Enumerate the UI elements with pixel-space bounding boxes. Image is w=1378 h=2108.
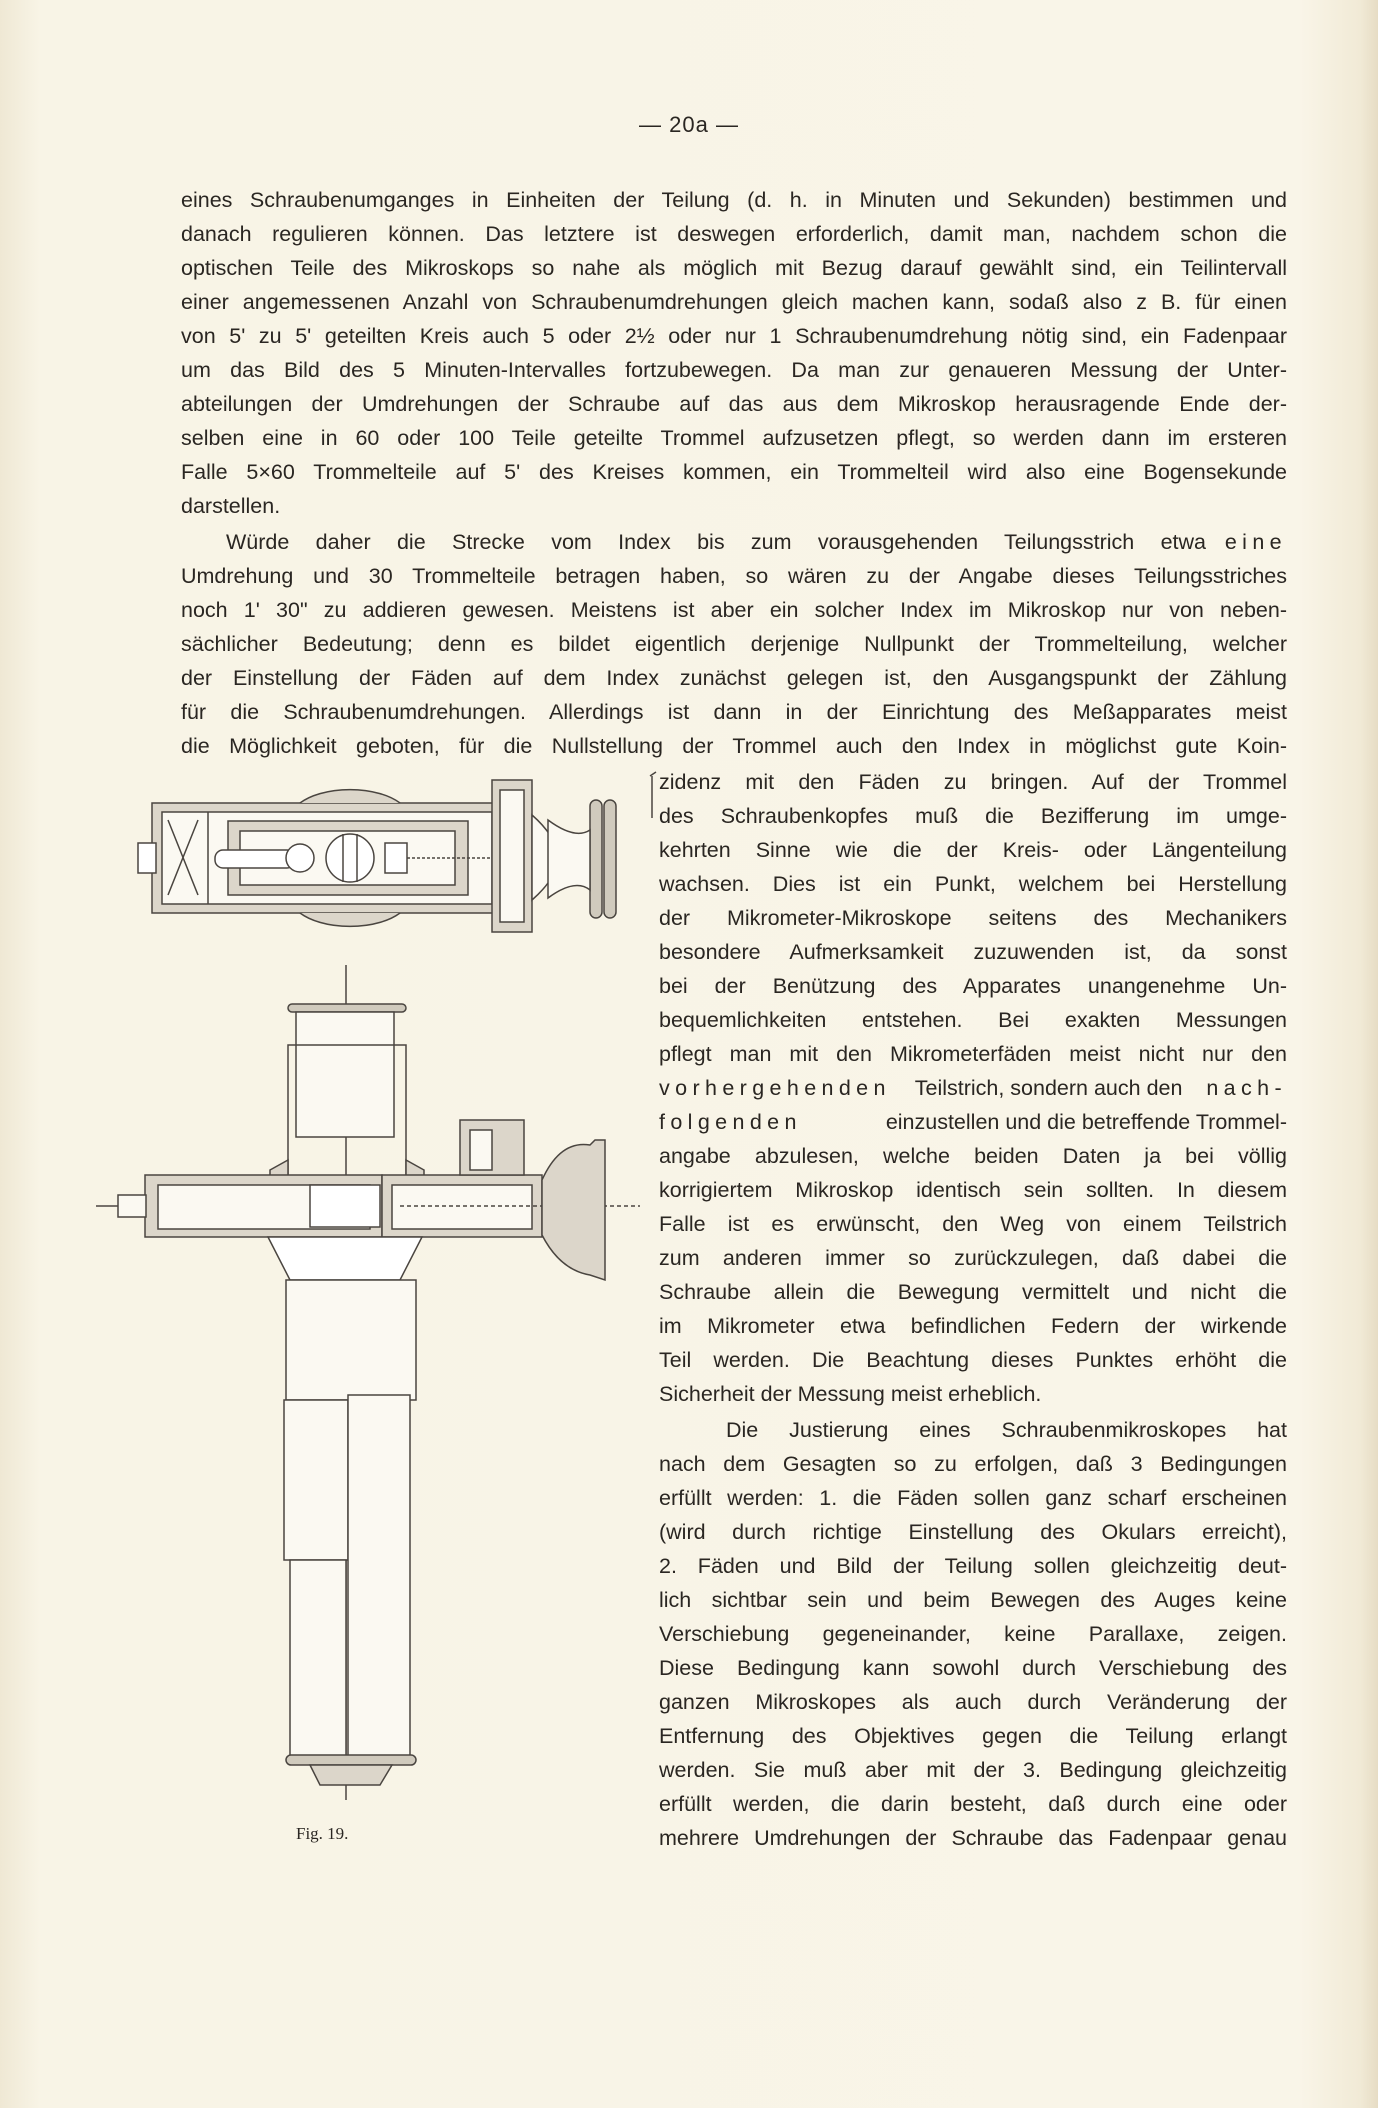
spaced-word: eine xyxy=(1224,530,1287,554)
text-line: nach dem Gesagten so zu erfolgen, daß 3 Bedingungen xyxy=(659,1452,1287,1476)
text-line: 2. Fäden und Bild der Teilung sollen gleichzeitig deut- xyxy=(659,1554,1287,1578)
text-line: bequemlichkeiten entstehen. Bei exakten Messungen xyxy=(659,1008,1287,1032)
text-line: Umdrehung und 30 Trommelteile betragen haben, so wären zu der Angabe dieses Teilungsstriches xyxy=(181,564,1287,588)
text-line: bei der Benützung des Apparates unangenehme Un- xyxy=(659,974,1287,998)
spaced-word: folgenden xyxy=(659,1110,802,1134)
text-line: Diese Bedingung kann sowohl durch Verschiebung des xyxy=(659,1656,1287,1680)
text-line: wachsen. Dies ist ein Punkt, welchem bei Herstellung xyxy=(659,872,1287,896)
text-line: zum anderen immer so zurückzulegen, daß dabei die xyxy=(659,1246,1287,1270)
text-line: der Einstellung der Fäden auf dem Index zunächst gelegen ist, den Ausgangspunkt der Zählung xyxy=(181,666,1287,690)
text-line xyxy=(659,1074,1287,1102)
text-line: besondere Aufmerksamkeit zuzuwenden ist, da sonst xyxy=(659,940,1287,964)
text-line: um das Bild des 5 Minuten-Intervalles fortzubewegen. Da man zur genaueren Messung der Unter- xyxy=(181,358,1287,382)
text-line: selben eine in 60 oder 100 Teile geteilte Trommel aufzusetzen pflegt, so werden dann im ersteren xyxy=(181,426,1287,450)
figure-top-view xyxy=(138,780,616,932)
text-line: lich sichtbar sein und beim Bewegen des Auges keine xyxy=(659,1588,1287,1612)
page-number: — 20a — xyxy=(639,112,739,137)
text-line: mehrere Umdrehungen der Schraube das Fadenpaar genau xyxy=(659,1826,1287,1850)
text-line: noch 1' 30" zu addieren gewesen. Meistens ist aber ein solcher Index im Mikroskop nur von neben- xyxy=(181,598,1287,622)
text-segment: Teilstrich, sondern auch den xyxy=(914,1076,1183,1100)
text-line: Verschiebung gegeneinander, keine Parallaxe, zeigen. xyxy=(659,1622,1287,1646)
text-line: Teil werden. Die Beachtung dieses Punktes erhöht die xyxy=(659,1348,1287,1372)
text-line: danach regulieren können. Das letztere ist deswegen erforderlich, damit man, nachdem schon die xyxy=(181,222,1287,246)
text-line: Schraube allein die Bewegung vermittelt und nicht die xyxy=(659,1280,1287,1304)
text-line xyxy=(659,1108,1287,1136)
figure-side-view xyxy=(96,965,640,1800)
text-line: zidenz mit den Fäden zu bringen. Auf der Trommel xyxy=(659,770,1287,794)
text-line: Entfernung des Objektives gegen die Teilung erlangt xyxy=(659,1724,1287,1748)
text-line: kehrten Sinne wie die der Kreis- oder Längenteilung xyxy=(659,838,1287,862)
figure-19-drawing xyxy=(0,0,660,1860)
text-line: von 5' zu 5' geteilten Kreis auch 5 oder 2½ oder nur 1 Schraubenumdrehung nötig sind, ein Fadenpaar xyxy=(181,324,1287,348)
text-line: Falle ist es erwünscht, den Weg von einem Teilstrich xyxy=(659,1212,1287,1236)
spaced-word: vorhergehenden xyxy=(659,1076,891,1100)
text-line: die Möglichkeit geboten, für die Nullstellung der Trommel auch den Index in möglichst gute Koin- xyxy=(181,734,1287,758)
text-line: für die Schraubenumdrehungen. Allerdings ist dann in der Einrichtung des Meßapparates meist xyxy=(181,700,1287,724)
text-line: der Mikrometer-Mikroskope seitens des Mechanikers xyxy=(659,906,1287,930)
text-segment: Würde daher die Strecke vom Index bis zum vorausgehenden Teilungsstrich etwa xyxy=(226,530,1206,554)
text-line: Falle 5×60 Trommelteile auf 5' des Kreises kommen, ein Trommelteil wird also eine Bogensekunde xyxy=(181,460,1287,484)
bracket-mark xyxy=(650,772,656,818)
text-line: werden. Sie muß aber mit der 3. Bedingung gleichzeitig xyxy=(659,1758,1287,1782)
text-line: Sicherheit der Messung meist erheblich. xyxy=(659,1382,1042,1406)
text-line: eines Schraubenumganges in Einheiten der Teilung (d. h. in Minuten und Sekunden) bestimmen und xyxy=(181,188,1287,212)
text-line: optischen Teile des Mikroskops so nahe als möglich mit Bezug darauf gewählt sind, ein Teilintervall xyxy=(181,256,1287,280)
text-line: pflegt man mit den Mikrometerfäden meist nicht nur den xyxy=(659,1042,1287,1066)
text-line: Die Justierung eines Schraubenmikroskopes hat xyxy=(726,1418,1287,1442)
text-line: (wird durch richtige Einstellung des Okulars erreicht), xyxy=(659,1520,1287,1544)
text-line: korrigiertem Mikroskop identisch sein sollten. In diesem xyxy=(659,1178,1287,1202)
figure-caption: Fig. 19. xyxy=(296,1824,349,1843)
text-line: ganzen Mikroskopes als auch durch Veränderung der xyxy=(659,1690,1287,1714)
text-line: erfüllt werden: 1. die Fäden sollen ganz scharf erscheinen xyxy=(659,1486,1287,1510)
text-segment: einzustellen und die betreffende Trommel- xyxy=(885,1110,1287,1134)
spaced-word: nach- xyxy=(1206,1076,1287,1100)
text-line: erfüllt werden, die darin besteht, daß durch eine oder xyxy=(659,1792,1287,1816)
text-line: darstellen. xyxy=(181,494,281,518)
text-line: im Mikrometer etwa befindlichen Federn der wirkende xyxy=(659,1314,1287,1338)
text-line: angabe abzulesen, welche beiden Daten ja bei völlig xyxy=(659,1144,1287,1168)
text-line: einer angemessenen Anzahl von Schraubenumdrehungen gleich machen kann, sodaß also z B. für einen xyxy=(181,290,1287,314)
text-line: sächlicher Bedeutung; denn es bildet eigentlich derjenige Nullpunkt der Trommelteilung, welcher xyxy=(181,632,1287,656)
text-line: des Schraubenkopfes muß die Bezifferung im umge- xyxy=(659,804,1287,828)
text-line: abteilungen der Umdrehungen der Schraube auf das aus dem Mikroskop herausragende Ende der- xyxy=(181,392,1287,416)
